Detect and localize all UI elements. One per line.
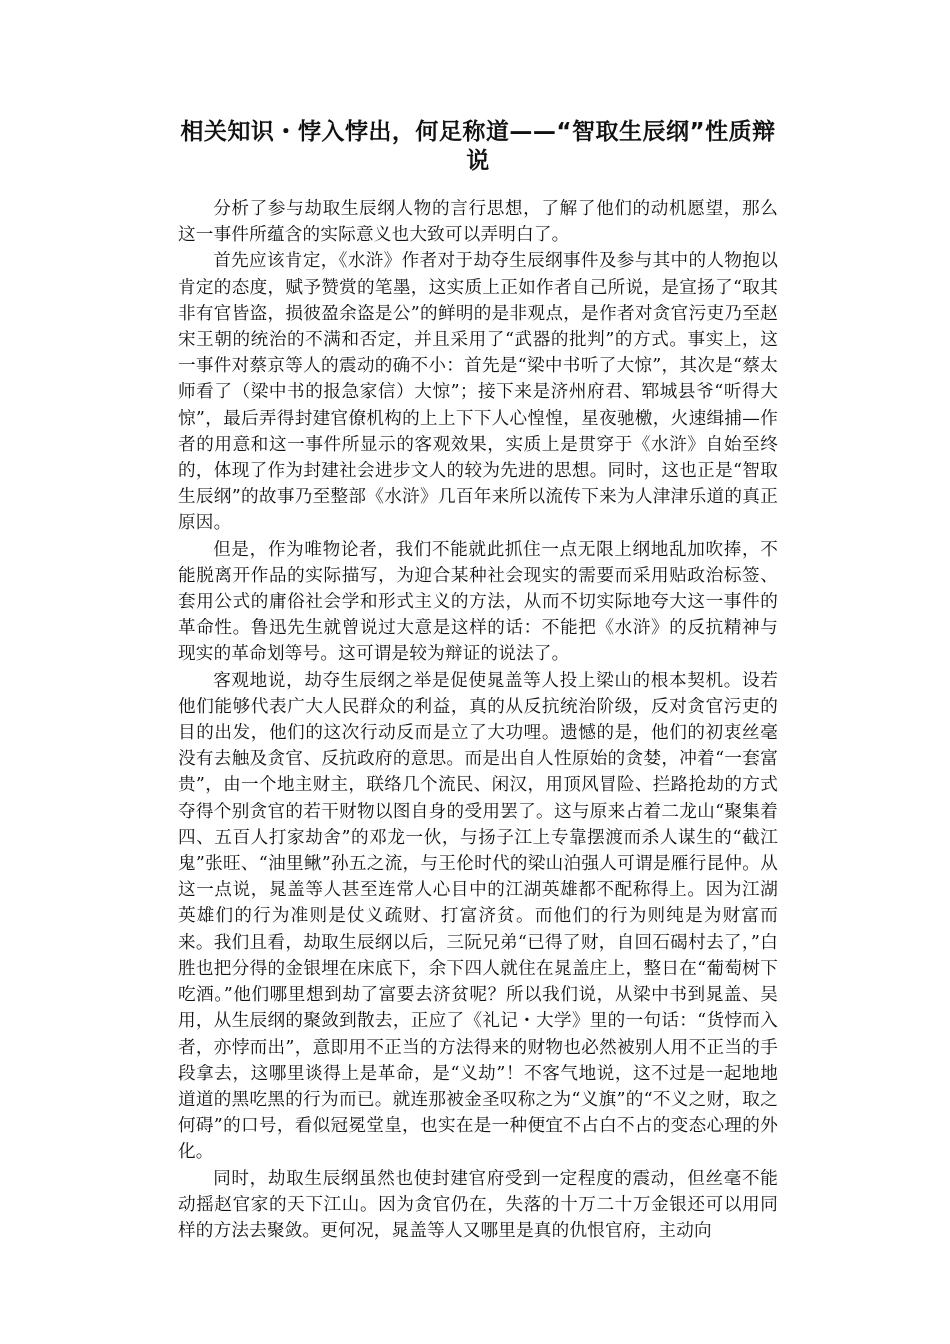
paragraph-conclusion: 同时，劫取生辰纲虽然也使封建官府受到一定程度的震动，但丝毫不能动摇赵官家的天下江山。因为贪官仍在，失落的十万二十万金银还可以用同样的方法去聚敛。更何况，晁盖等人又哪里是真的仇恨官府，主动向 (178, 1168, 778, 1241)
paragraph-caution: 但是，作为唯物论者，我们不能就此抓住一点无限上纲地乱加吹捧，不能脱离开作品的实际描写，为迎合某种社会现实的需要而采用贴政治标签、套用公式的庸俗社会学和形式主义的方法，从而不切实际地夸大这一事件的革命性。鲁迅先生就曾说过大意是这样的话：不能把《水浒》的反抗精神与现实的革命划等号。这可谓是较为辩证的说法了。 (178, 539, 778, 665)
document-page (178, 118, 778, 1244)
paragraph-affirmation: 首先应该肯定，《水浒》作者对于劫夺生辰纲事件及参与其中的人物抱以肯定的态度，赋予赞赏的笔墨，这实质上正如作者自己所说，是宣扬了“取其非有官皆盗，损彼盈余盗是公”的鲜明的是非观点，是作者对贪官污吏乃至赵宋王朝的统治的不满和否定，并且采用了“武器的批判”的方式。事实上，这一事件对蔡京等人的震动的确不小：首先是“梁中书听了大惊”，其次是“蔡太师看了（梁中书的报急家信）大惊”；接下来是济州府君、郓城县爷“听得大惊”，最后弄得封建官僚机构的上上下下人心惶惶，星夜驰檄，火速缉捕—作者的用意和这一事件所显示的客观效果，实质上是贯穿于《水浒》自始至终的，体现了作为封建社会进步文人的较为先进的思想。同时，这也正是“智取生辰纲”的故事乃至整部《水浒》几百年来所以流传下来为人津津乐道的真正原因。 (178, 251, 778, 534)
paragraph-intro: 分析了参与劫取生辰纲人物的言行思想，了解了他们的动机愿望，那么这一事件所蕴含的实际意义也大致可以弄明白了。 (178, 199, 778, 246)
paragraph-objective-analysis: 客观地说，劫夺生辰纲之举是促使晁盖等人投上梁山的根本契机。设若他们能够代表广大人民群众的利益，真的从反抗统治阶级，反对贪官污吏的目的出发，他们的这次行动反而是立了大功哩。遗憾的是，他们的初衷丝毫没有去触及贪官、反抗政府的意思。而是出自人性原始的贪婪，冲着“一套富贵”，由一个地主财主，联络几个流民、闲汉，用顶风冒险、拦路抢劫的方式夺得个别贪官的若干财物以图自身的受用罢了。这与原来占着二龙山“聚集着四、五百人打家劫舍”的邓龙一伙，与扬子江上专靠摆渡而杀人谋生的“截江鬼”张旺、“油里鳅”孙五之流，与王伦时代的梁山泊强人可谓是雁行昆仲。从这一点说，晁盖等人甚至连常人心目中的江湖英雄都不配称得上。因为江湖英雄们的行为准则是仗义疏财、打富济贫。而他们的行为则纯是为财富而来。我们且看，劫取生辰纲以后，三阮兄弟“已得了财，自回石碣村去了，”白胜也把分得的金银埋在床底下，余下四人就住在晁盖庄上，整日在“葡萄树下吃酒。”他们哪里想到劫了富要去济贫呢？所以我们说，从梁中书到晁盖、吴用，从生辰纲的聚敛到散去，正应了《礼记・大学》里的一句话：“货悖而入者，亦悖而出”，意即用不正当的方法得来的财物也必然被别人用不正当的手段拿去，这哪里谈得上是革命，是“义劫”！不客气地说，这不过是一起地地道道的黑吃黑的行为而已。就连那被金圣叹称之为“义旗”的“不义之财，取之何碍”的口号，看似冠冕堂皇，也实在是一种便宜不占白不占的变态心理的外化。 (178, 670, 778, 1163)
document-title: 相关知识・悖入悖出，何足称道——“智取生辰纲”性质辩说 (180, 119, 776, 174)
